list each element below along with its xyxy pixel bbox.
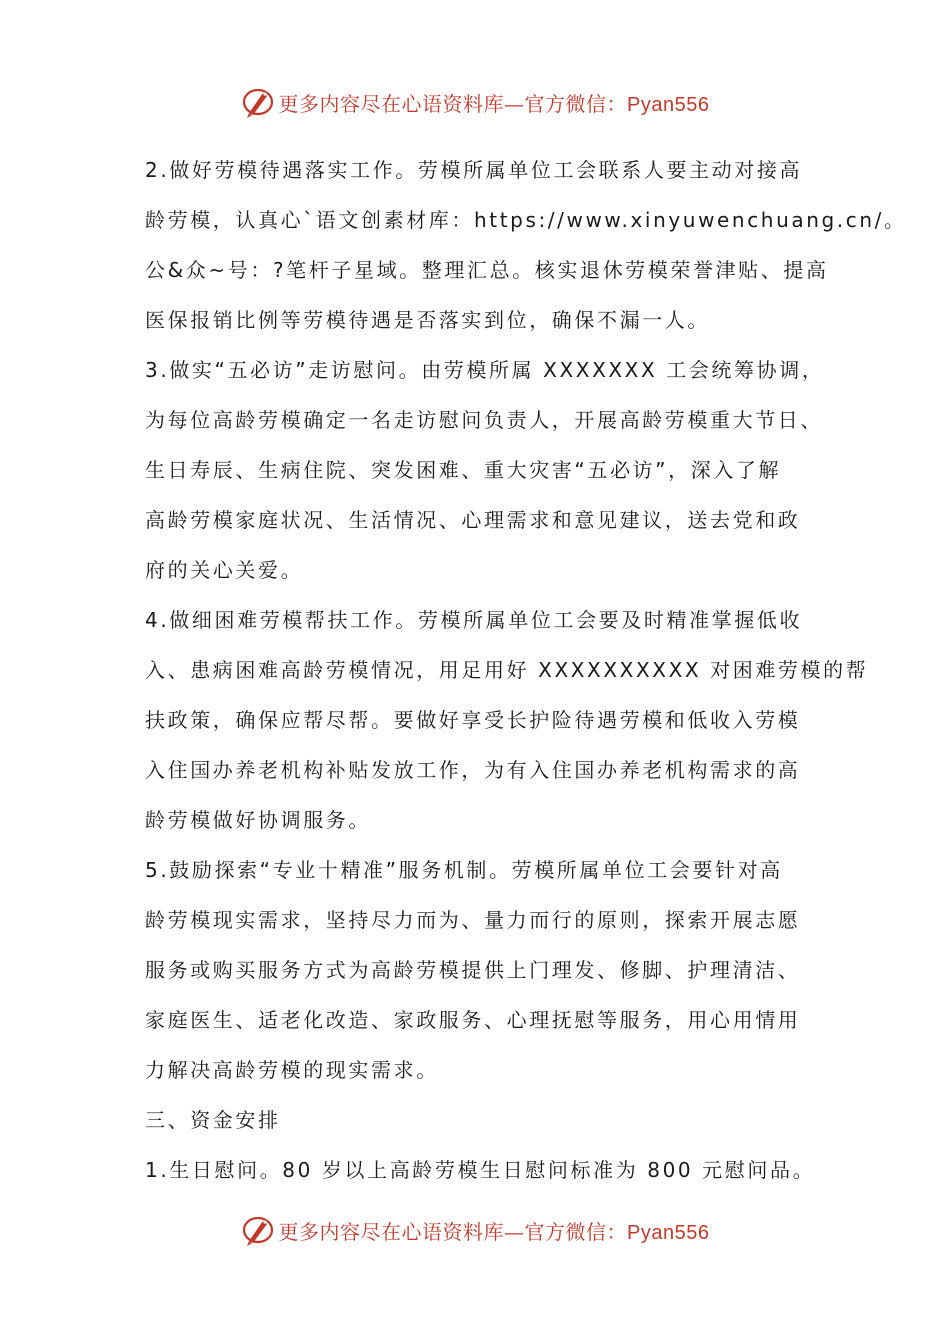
text-line: 为每位高龄劳模确定一名走访慰问负责人，开展高龄劳模重大节日、 — [145, 408, 823, 432]
footer-watermark-banner — [0, 1210, 950, 1250]
text-line: 家庭医生、适老化改造、家政服务、心理抚慰等服务，用心用情用 — [145, 1008, 801, 1032]
text-line: 医保报销比例等劳模待遇是否落实到位，确保不漏一人。 — [145, 308, 710, 332]
pen-logo-icon — [241, 85, 275, 119]
banner-text: 更多内容尽在心语资料库—官方微信：Pyan556 — [278, 91, 710, 116]
text-line: 公&众~号：?笔杆子星域。整理汇总。核实退休劳模荣誉津贴、提高 — [145, 258, 829, 282]
text-line: 力解决高龄劳模的现实需求。 — [145, 1058, 439, 1082]
text-line: 2.做好劳模待遇落实工作。劳模所属单位工会联系人要主动对接高 — [145, 158, 803, 182]
document-body — [145, 145, 907, 1195]
text-line: 生日寿辰、生病住院、突发困难、重大灾害“五必访”，深入了解 — [145, 458, 782, 482]
text-line: 1.生日慰问。80 岁以上高龄劳模生日慰问标准为 800 元慰问品。 — [145, 1158, 816, 1182]
header-watermark-banner — [0, 82, 950, 122]
text-line: 龄劳模现实需求，坚持尽力而为、量力而行的原则，探索开展志愿 — [145, 908, 801, 932]
text-line: 3.做实“五必访”走访慰问。由劳模所属 XXXXXXX 工会统筹协调， — [145, 358, 825, 382]
wechat-id: Pyan556 — [627, 93, 710, 116]
text-line: 扶政策，确保应帮尽帮。要做好享受长护险待遇劳模和低收入劳模 — [145, 708, 801, 732]
text-line: 入住国办养老机构补贴发放工作，为有入住国办养老机构需求的高 — [145, 758, 801, 782]
text-line: 龄劳模，认真心`语文创素材库：https://www.xinyuwenchuang.cn/。 — [145, 208, 907, 232]
text-line: 府的关心关爱。 — [145, 558, 304, 582]
pen-logo-icon — [241, 1213, 275, 1247]
text-line: 服务或购买服务方式为高龄劳模提供上门理发、修脚、护理清洁、 — [145, 958, 801, 982]
wechat-id: Pyan556 — [627, 1221, 710, 1244]
section-heading: 三、资金安排 — [145, 1108, 281, 1132]
text-line: 入、患病困难高龄劳模情况，用足用好 XXXXXXXXXX 对困难劳模的帮 — [145, 658, 869, 682]
text-line: 5.鼓励探索“专业十精准”服务机制。劳模所属单位工会要针对高 — [145, 858, 783, 882]
text-line: 高龄劳模家庭状况、生活情况、心理需求和意见建议，送去党和政 — [145, 508, 801, 532]
text-line: 龄劳模做好协调服务。 — [145, 808, 371, 832]
banner-text: 更多内容尽在心语资料库—官方微信：Pyan556 — [278, 1219, 710, 1244]
text-line: 4.做细困难劳模帮扶工作。劳模所属单位工会要及时精准掌握低收 — [145, 608, 803, 632]
